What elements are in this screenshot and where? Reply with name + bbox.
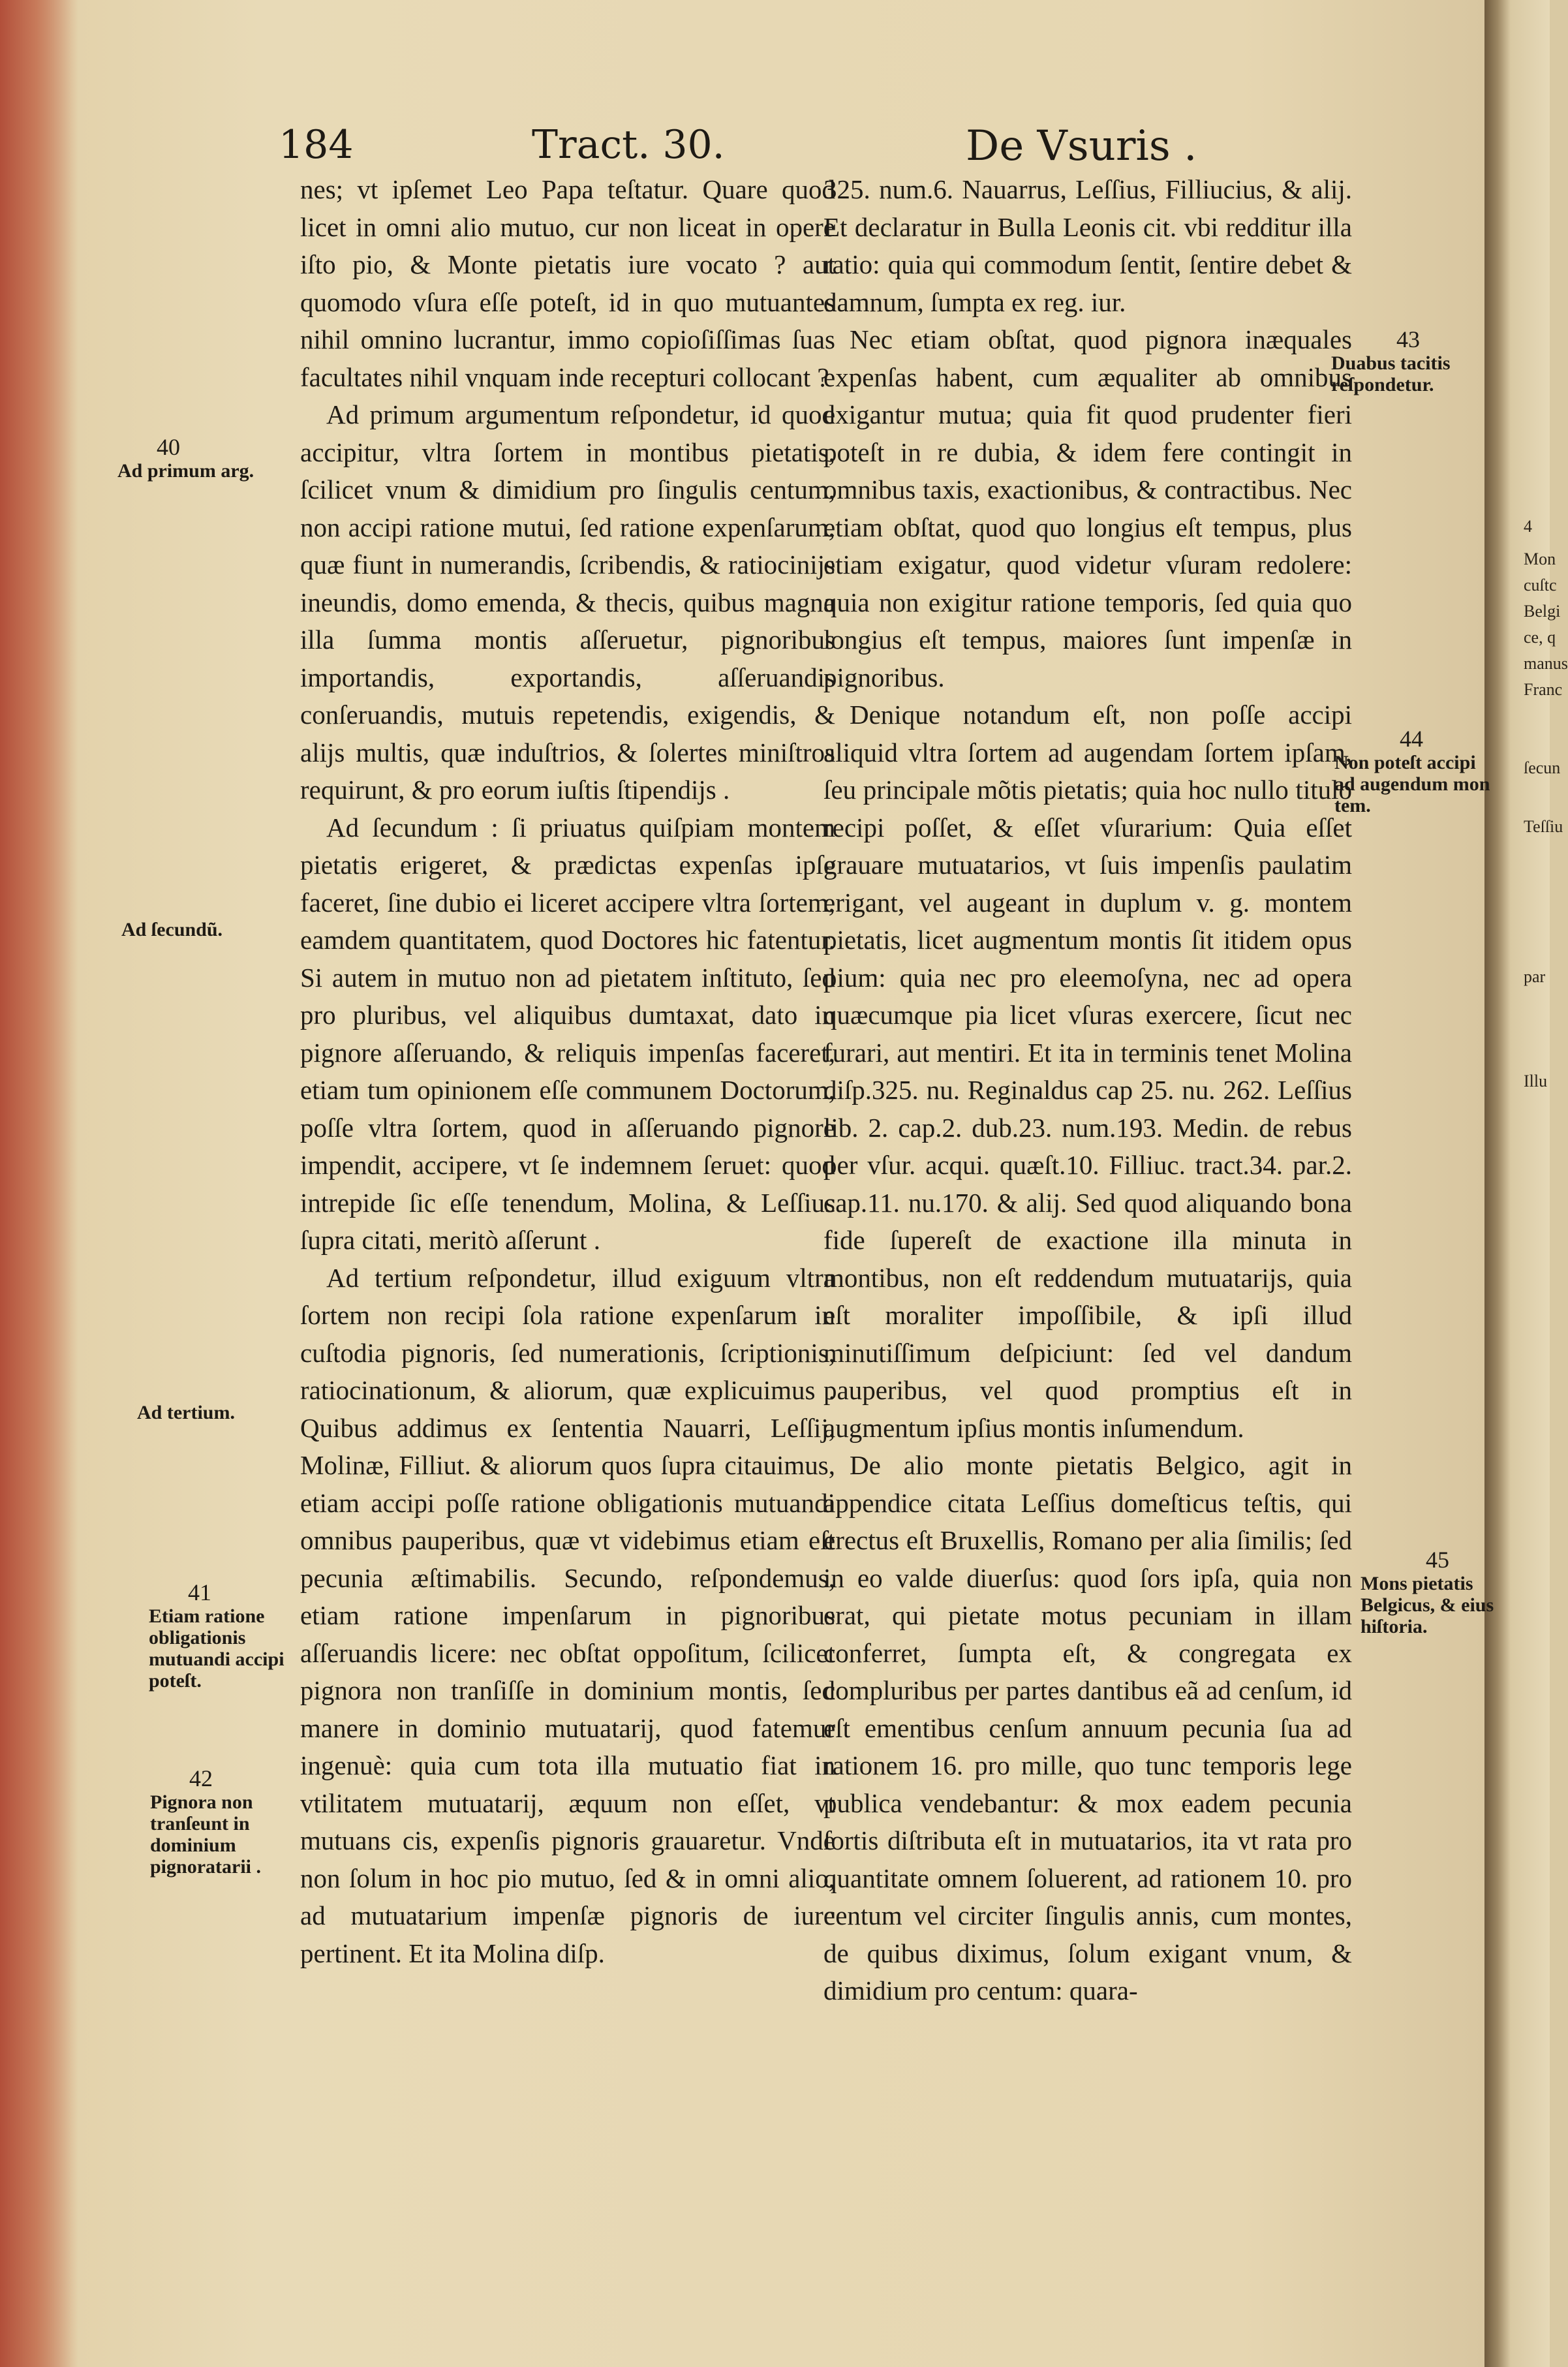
margin-note-44 [1334,726,1491,816]
margin-note-ad-secundum: Ad ſecundũ. [121,919,223,940]
margin-note-text: Etiam ratione obligationis mutuandi accipi poteſt. [149,1605,284,1692]
paragraph: nes; vt ipſemet Leo Papa teſtatur. Quare quod licet in omni alio mutuo, cur non liceat in opere iſto pio, & Monte pietatis iure vocato ? aut quomodo vſura eſſe poteſt, id in quo mutuantes nihil omnino lucrantur, immo copioſiſſimas ſuas facultates nihil vnquam inde recepturi collocant ? [300,174,835,392]
next-page-fragment: ſecun [1524,758,1561,777]
margin-note-number: 43 [1396,326,1420,352]
margin-note-text: Duabus tacitis reſpondetur. [1331,352,1451,395]
page-edge [0,0,78,2367]
margin-note-42 [150,1765,307,1878]
running-title: De Vsuris . [966,122,1197,170]
margin-note-41 [149,1579,305,1692]
next-page-fragment: ce, q [1524,628,1556,647]
next-page-fragment: Belgi [1524,602,1561,621]
paragraph: Ad primum argumentum reſpondetur, id quod accipitur, vltra ſortem in montibus pietatis, ſcilicet vnum & dimidium pro ſingulis centum, non accipi ratione mutui, ſed ratione expenſarum, quæ fiunt in numerandis, ſcribendis, & ratiocinijs ineundis, domo emenda, & thecis, quibus magna illa ſumma montis aſſeruetur, pignoribus importandis, exportandis, aſſeruandis conſeruandis, mutuis repetendis, exigendis, & alijs multis, quæ induſtrios, & ſolertes miniſtros requirunt, & pro eorum iuſtis ſtipendijs . [300,399,835,805]
next-page-fragment: par [1524,967,1546,986]
margin-note-text: Pignora non tranſeunt in dominium pignoratarii . [150,1791,261,1878]
paragraph: Denique notandum eſt, non poſſe accipi aliquid vltra ſortem ad augendam ſortem ipſam, ſeu principale mõtis pietatis; quia hoc nullo titulo recipi poſſet, & eſſet vſurarium: Quia eſſet grauare mutuatarios, vt ſuis impenſis paulatim erigant, vel augeant in duplum v. g. montem pietatis, licet augmentum montis ſit itidem opus pium: quia nec pro eleemoſyna, nec ad opera quæcumque pia licet vſuras exercere, ſicut nec furari, aut mentiri. Et ita in terminis tenet Molina diſp.325. nu. Reginaldus cap 25. nu. 262. Leſſius lib. 2. cap.2. dub.23. num.193. Medin. de rebus per vſur. acqui. quæſt.10. Filliuc. tract.34. par.2. cap.11. nu.170. & alij. Sed quod aliquando bona fide ſupereſt de exactione illa minuta in montibus, non eſt reddendum mutuatarijs, quia eſt moraliter impoſſibile, & ipſi illud minutiſſimum deſpiciunt: ſed vel dandum pauperibus, vel quod promptius eſt in augmentum ipſius montis inſumendum. [823,700,1352,1443]
margin-note-text: Ad primum arg. [117,460,254,482]
page-number: 184 [279,122,354,168]
next-page-fragment: Mon [1524,549,1556,568]
next-page-fragment: 4 [1524,517,1532,536]
tract-heading: Tract. 30. [532,122,725,168]
right-column [823,171,1352,2010]
margin-note-text: Non poteſt accipi ad augendum mon tem. [1334,752,1490,816]
paragraph: Ad tertium reſpondetur, illud exiguum vltra ſortem non recipi ſola ratione expenſarum in cuſtodia pignoris, ſed numerationis, ſcriptionis, ratiocinationum, & aliorum, quæ explicuimus . Quibus addimus ex ſententia Nauarri, Leſſij, Molinæ, Filliut. & aliorum quos ſupra citauimus, etiam accipi poſſe ratione obligationis mutuandi omnibus pauperibus, quæ vt videbimus etiam eſt pecunia æſtimabilis. Secundo, reſpondemus, etiam ratione impenſarum in pignoribus aſſeruandis licere: nec obſtat oppoſitum, ſcilicet pignora non tranſiſſe in dominium montis, ſed manere in dominio mutuatarij, quod fatemur ingenuè: quia cum tota illa mutuatio fiat in vtilitatem mutuatarij, æquum non eſſet, vt mutuans cis, expenſis pignoris grauaretur. Vnde non ſolum in hoc pio mutuo, ſed & in omni alio, ad mutuatarium impenſæ pignoris de iure pertinent. Et ita Molina diſp. [300,1262,835,1968]
paragraph: 325. num.6. Nauarrus, Leſſius, Filliucius, & alij. Et declaratur in Bulla Leonis cit. vbi redditur illa ratio: quia qui commodum ſentit, ſentire debet & damnum, ſumpta ex reg. iur. [823,174,1352,317]
running-header [0,114,1494,173]
next-page-fragment: Teſſiu [1524,817,1563,836]
margin-note-text: Mons pietatis Belgicus, & eius hiſtoria. [1360,1573,1494,1637]
next-page-fragment: manus [1524,654,1568,673]
paragraph: Nec etiam obſtat, quod pignora inæquales expenſas habent, cum æqualiter ab omnibus exigantur mutua; quia fit quod prudenter fieri poteſt in re dubia, & idem fere contingit in omnibus taxis, exactionibus, & contractibus. Nec etiam obſtat, quod quo longius eſt tempus, plus etiam exigatur, quod videtur vſuram redolere: quia non exigitur ratione temporis, ſed quia quo longius eſt tempus, maiores ſunt impenſæ in pignoribus. [823,324,1352,692]
margin-note-ad-tertium: Ad tertium. [137,1402,235,1423]
paragraph: De alio monte pietatis Belgico, agit in appendice citata Leſſius domeſticus teſtis, qui erectus eſt Bruxellis, Romano per alia ſimilis; ſed in eo valde diuerſus: quod ſors ipſa, quia non erat, qui pietate motus pecuniam in illam conferret, ſumpta eſt, & congregata ex compluribus per partes dantibus eã ad cenſum, id eſt ementibus cenſum annuum pecunia ſua ad rationem 16. pro mille, quo tunc temporis lege publica vendebantur: & mox eadem pecunia ſortis diſtributa eſt in mutuatarios, ita vt rata pro quantitate omnem ſoluerent, ad rationem 10. pro centum vel circiter ſingulis annis, cum montes, de quibus diximus, ſolum exigant vnum, & dimidium pro centum: quara- [823,1450,1352,2005]
next-page-fragment: Franc [1524,680,1563,699]
left-column [300,171,835,1972]
margin-note-number: 44 [1400,726,1423,752]
margin-note-number: 40 [157,434,180,460]
margin-note-number: 45 [1426,1547,1449,1573]
next-page-fragment: Illu [1524,1072,1548,1091]
margin-note-43 [1331,326,1488,395]
margin-note-number: 42 [189,1765,213,1791]
book-gutter [1484,0,1550,2367]
paragraph: Ad ſecundum : ſi priuatus quiſpiam montem pietatis erigeret, & prædictas expenſas ipſe faceret, ſine dubio ei liceret accipere vltra ſortem, eamdem quantitatem, quod Doctores hic fatentur. Si autem in mutuo non ad pietatem inſtituto, ſed pro pluribus, vel aliquibus dumtaxat, dato in pignore aſſeruando, & reliquis impenſas faceret, etiam tum opinionem eſſe communem Doctorum, poſſe vltra ſortem, quod in aſſeruando pignore impendit, accipere, vt ſe indemnem ſeruet: quod intrepide ſic eſſe tenendum, Molina, & Leſſius ſupra citati, meritò aſſerunt . [300,812,835,1255]
next-page-fragment: cuſtc [1524,576,1557,595]
margin-note-45 [1360,1547,1517,1637]
margin-note-40 [117,434,264,482]
margin-note-number: 41 [188,1579,211,1605]
